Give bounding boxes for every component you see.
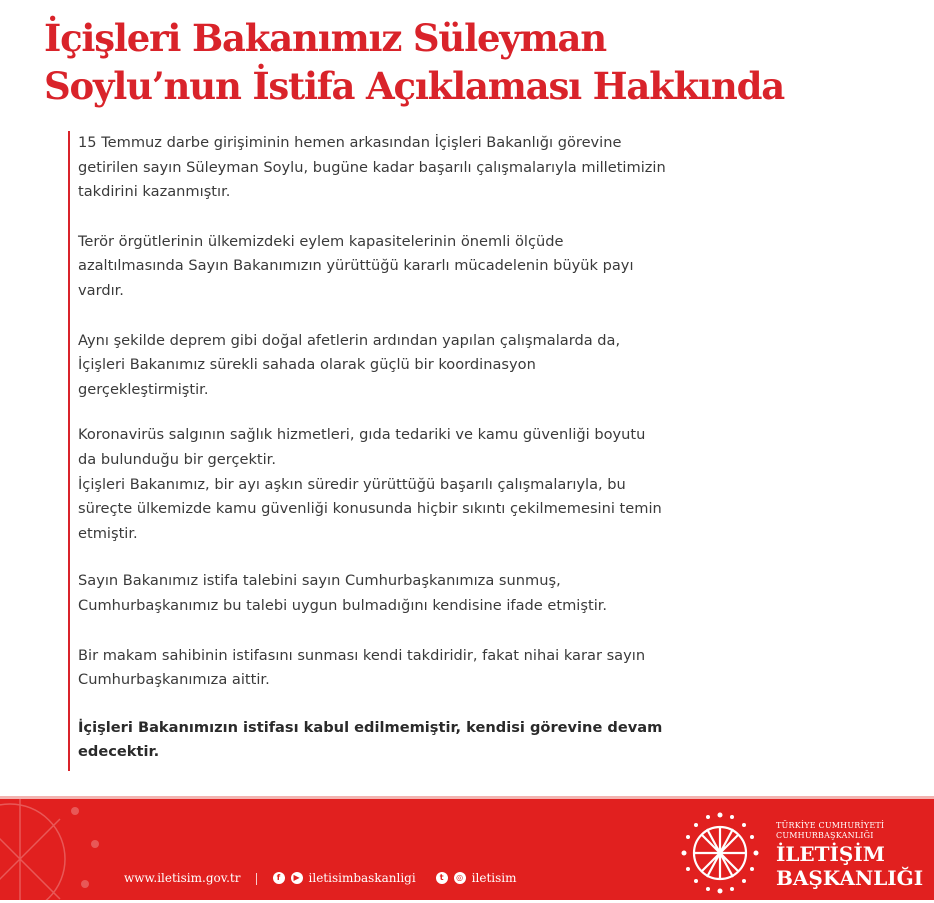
facebook-icon[interactable]: f [273, 872, 285, 884]
instagram-icon[interactable]: ◎ [454, 872, 466, 884]
website-link[interactable]: www.iletisim.gov.tr [124, 871, 241, 885]
logo-line: İLETİŞİM [776, 842, 885, 866]
text-line: İçişleri Bakanımızın istifası kabul edilmemiştir, kendisi görevine devam [78, 718, 663, 736]
logo-line: BAŞKANLIĞI [776, 866, 924, 890]
text-line: Cumhurbaşkanımıza aittir. [78, 671, 270, 689]
paragraph [78, 423, 738, 472]
footer-banner [0, 796, 934, 900]
text-line: da bulunduğu bir gerçektir. [78, 450, 276, 468]
footer-links [124, 871, 516, 885]
twitter-icon[interactable]: t [436, 872, 448, 884]
paragraph [78, 473, 738, 547]
accent-rule [68, 131, 70, 771]
separator: | [254, 871, 259, 885]
iletisim-emblem-icon [680, 809, 760, 897]
decorative-pattern-icon [0, 799, 120, 903]
text-line: süreçte ülkemizde kamu güvenliği konusunda hiçbir sıkıntı çekilmemesini temin [78, 500, 662, 518]
paragraph [78, 329, 738, 403]
text-line: İçişleri Bakanımız sürekli sahada olarak güçlü bir koordinasyon [78, 356, 536, 374]
social-handle[interactable]: iletisim [471, 871, 517, 885]
text-line: Sayın Bakanımız istifa talebini sayın Cumhurbaşkanımıza sunmuş, [78, 572, 561, 590]
logo-line: CUMHURBAŞKANLIĞI [776, 831, 874, 840]
closing-paragraph [78, 716, 738, 765]
paragraph [78, 569, 738, 618]
text-line: 15 Temmuz darbe girişiminin hemen arkasından İçişleri Bakanlığı görevine [78, 134, 622, 151]
page-title [44, 14, 784, 110]
text-line: etmiştir. [78, 524, 138, 542]
paragraph [78, 644, 738, 693]
text-line: İçişleri Bakanımız, bir ayı aşkın süredir yürüttüğü başarılı çalışmalarıyla, bu [78, 475, 626, 493]
paragraph [78, 131, 738, 205]
text-line: getirilen sayın Süleyman Soylu, bugüne kadar başarılı çalışmalarıyla milletimizin [78, 158, 666, 176]
title-line: Soylu’nun İstifa Açıklaması Hakkında [44, 64, 785, 108]
title-line: İçişleri Bakanımız Süleyman [44, 16, 607, 60]
statement-body [78, 131, 738, 790]
youtube-icon[interactable]: ▶ [291, 872, 303, 884]
text-line: takdirini kazanmıştır. [78, 183, 231, 201]
text-line: Cumhurbaşkanımız bu talebi uygun bulmadığını kendisine ifade etmiştir. [78, 596, 608, 614]
text-line: Aynı şekilde deprem gibi doğal afetlerin ardından yapılan çalışmalarda da, [78, 331, 621, 349]
text-line: Terör örgütlerinin ülkemizdeki eylem kapasitelerinin önemli ölçüde [78, 232, 564, 250]
text-line: gerçekleştirmiştir. [78, 380, 209, 398]
text-line: Koronavirüs salgının sağlık hizmetleri, gıda tedariki ve kamu güvenliği boyutu [78, 426, 646, 444]
text-line: Bir makam sahibinin istifasını sunması kendi takdiridir, fakat nihai karar sayın [78, 646, 646, 664]
paragraph [78, 230, 738, 304]
text-line: vardır. [78, 281, 124, 299]
logo-line: TÜRKİYE CUMHURİYETİ [776, 821, 885, 830]
text-line: azaltılmasında Sayın Bakanımızın yürüttüğü kararlı mücadelenin büyük payı [78, 257, 634, 275]
text-line: edecektir. [78, 743, 160, 761]
iletisim-logo [776, 821, 923, 889]
social-handle[interactable]: iletisimbaskanligi [308, 871, 416, 885]
